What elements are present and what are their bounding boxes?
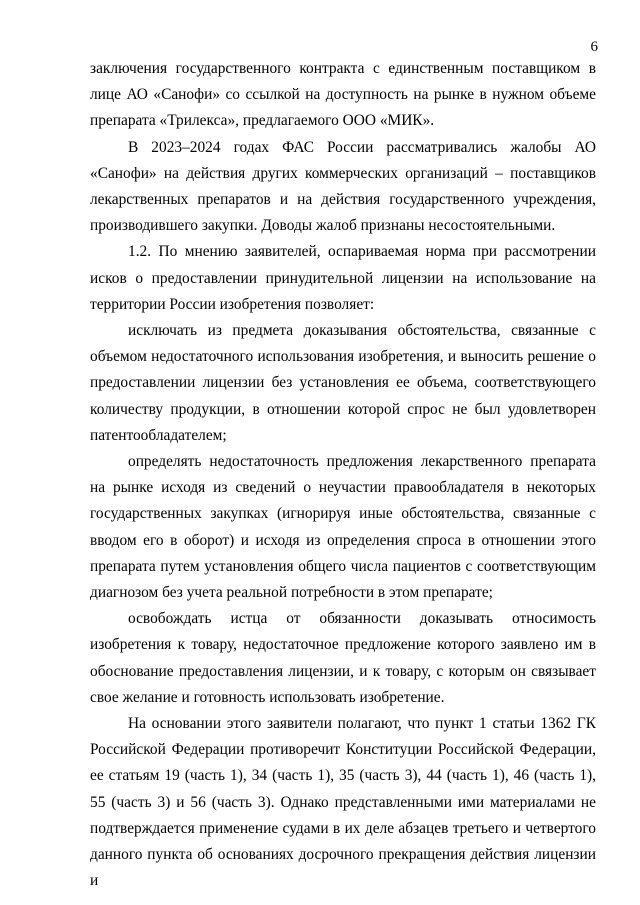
paragraph-fas-complaints: В 2023–2024 годах ФАС России рассматривались жалобы АО «Санофи» на действия других коммерческих организаций – поставщиков лекарственных препаратов и на действия государственного учреждения, производившего закупки. Доводы жалоб признаны несостоятельными. (90, 138, 596, 235)
paragraph-contract-continuation: заключения государственного контракта с единственным поставщиком в лице АО «Санофи» со ссылкой на доступность на рынке в нужном объеме препарата «Трилекса», предлагаемого ООО «МИК». (90, 60, 596, 130)
page-number: 6 (590, 39, 598, 55)
paragraph-applicants-conclusion: На основании этого заявители полагают, что пункт 1 статьи 1362 ГК Российской Федерации противоречит Конституции Российской Федерации, ее статьям 19 (часть 1), 34 (часть 1), 35 (часть 3), 44 (часть 1), 46 (часть 1), 55 (часть 3) и 56 (часть 3). Однако представленными ими материалами не подтверждается применение судами в их деле абзацев третьего и четвертого данного пункта об основаниях досрочного прекращения действия лицензии и (90, 715, 596, 890)
paragraph-release-plaintiff: освобождать истца от обязанности доказывать относимость изобретения к товару, недостаточное предложение которого заявлено им в обоснование предоставления лицензии, и к товару, с которым он связывает свое желание и готовность использовать изобретение. (90, 610, 596, 706)
paragraph-applicants-opinion: 1.2. По мнению заявителей, оспариваемая норма при рассмотрении исков о предоставлении принудительной лицензии на использование на территории России изобретения позволяет: (90, 243, 596, 313)
paragraph-determine-insufficiency: определять недостаточность предложения лекарственного препарата на рынке исходя из сведений о неучастии правообладателя в некоторых государственных закупках (игнорируя иные обстоятельства, связанные с вводом его в оборот) и исходя из определения спроса в отношении этого препарата путем установления общего числа пациентов с соответствующим диагнозом без учета реальной потребности в этом препарате; (90, 453, 596, 602)
document-body (90, 56, 596, 895)
paragraph-exclude-circumstances: исключать из предмета доказывания обстоятельства, связанные с объемом недостаточного использования изобретения, и выносить решение о предоставлении лицензии без установления ее объема, соответствующего количеству продукции, в отношении которой спрос не был удовлетворен патентообладателем; (90, 322, 596, 444)
